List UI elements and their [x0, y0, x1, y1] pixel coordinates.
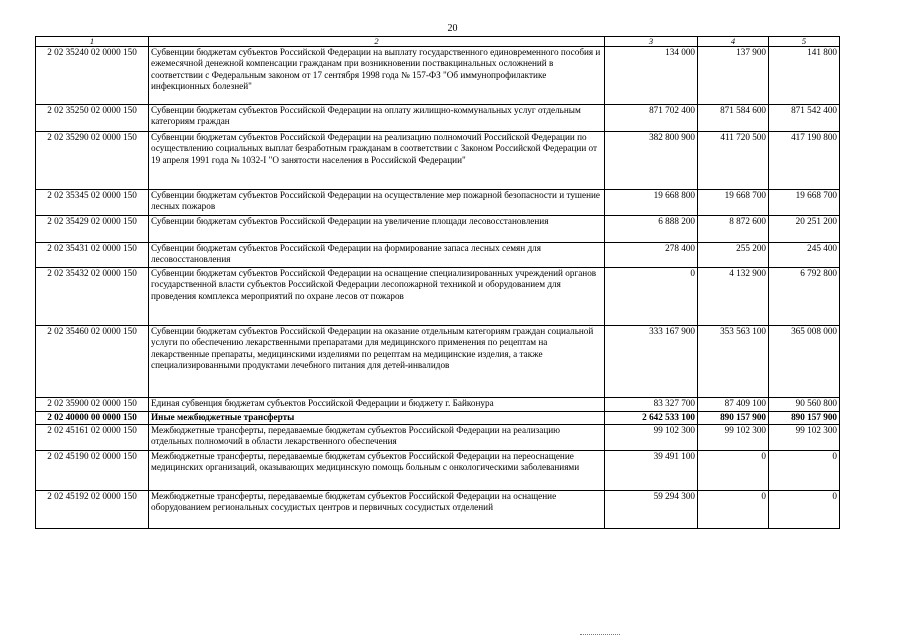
- row-value-col5-cell: 417 190 800: [769, 132, 840, 190]
- row-code-cell: 2 02 35250 02 0000 150: [36, 105, 149, 132]
- column-number-header: 3: [605, 37, 698, 47]
- row-value-col5-cell: 871 542 400: [769, 105, 840, 132]
- scan-artifact-mark: [580, 634, 620, 635]
- row-value-col5-cell: 6 792 800: [769, 268, 840, 326]
- table-row: [36, 132, 840, 190]
- row-value-col4-cell: 137 900: [698, 47, 769, 105]
- column-number-header: 2: [149, 37, 605, 47]
- row-value-col4-cell: 871 584 600: [698, 105, 769, 132]
- row-code-cell: 2 02 35290 02 0000 150: [36, 132, 149, 190]
- row-value-col3-cell: 382 800 900: [605, 132, 698, 190]
- row-value-col3-cell: 134 000: [605, 47, 698, 105]
- row-value-col5-cell: 20 251 200: [769, 216, 840, 243]
- table-row: [36, 216, 840, 243]
- page-number: 20: [447, 23, 458, 34]
- row-value-col4-cell: 411 720 500: [698, 132, 769, 190]
- row-value-col3-cell: 0: [605, 268, 698, 326]
- row-description-cell: Межбюджетные трансферты, передаваемые бюджетам субъектов Российской Федерации на оснащение оборудованием региональных сосудистых центров и первичных сосудистых отделений: [149, 491, 605, 529]
- row-value-col3-cell: 83 327 700: [605, 398, 698, 412]
- table-row: [36, 47, 840, 105]
- table-row: [36, 243, 840, 268]
- row-description-cell: Субвенции бюджетам субъектов Российской Федерации на выплату государственного единовременного пособия и ежемесячной денежной компенсации гражданам при возникновении поствакцинальных осложнений в соответствии с Федеральным законом от 17 сентября 1998 года № 157-ФЗ "Об иммунопрофилактике инфекционных болезней": [149, 47, 605, 105]
- row-value-col5-cell: 99 102 300: [769, 425, 840, 451]
- row-value-col3-cell: 278 400: [605, 243, 698, 268]
- row-code-cell: 2 02 35429 02 0000 150: [36, 216, 149, 243]
- row-code-cell: 2 02 45192 02 0000 150: [36, 491, 149, 529]
- row-value-col5-cell: 365 008 000: [769, 326, 840, 398]
- table-row: [36, 268, 840, 326]
- row-value-col4-cell: 99 102 300: [698, 425, 769, 451]
- table-row: [36, 451, 840, 491]
- row-description-cell: Субвенции бюджетам субъектов Российской Федерации на осуществление мер пожарной безопасности и тушение лесных пожаров: [149, 190, 605, 216]
- row-value-col3-cell: 59 294 300: [605, 491, 698, 529]
- table-row: [36, 326, 840, 398]
- row-code-cell: 2 02 35900 02 0000 150: [36, 398, 149, 412]
- row-value-col4-cell: 4 132 900: [698, 268, 769, 326]
- row-value-col4-cell: 353 563 100: [698, 326, 769, 398]
- row-code-cell: 2 02 35431 02 0000 150: [36, 243, 149, 268]
- row-code-cell: 2 02 35345 02 0000 150: [36, 190, 149, 216]
- row-description-cell: Субвенции бюджетам субъектов Российской Федерации на увеличение площади лесовосстановления: [149, 216, 605, 243]
- row-value-col4-cell: 0: [698, 451, 769, 491]
- row-value-col5-cell: 0: [769, 491, 840, 529]
- row-code-cell: 2 02 35240 02 0000 150: [36, 47, 149, 105]
- row-description-cell: Иные межбюджетные трансферты: [149, 412, 605, 425]
- row-value-col5-cell: 19 668 700: [769, 190, 840, 216]
- row-description-cell: Субвенции бюджетам субъектов Российской Федерации на оказание отдельным категориям граждан социальной услуги по обеспечению лекарственными препаратами для медицинского применения по рецептам на лекарственные препараты, медицинскими изделиями по рецептам на медицинские изделия, а также специализированными продуктами лечебного питания для детей-инвалидов: [149, 326, 605, 398]
- row-value-col5-cell: 141 800: [769, 47, 840, 105]
- table-row: [36, 398, 840, 412]
- row-value-col3-cell: 333 167 900: [605, 326, 698, 398]
- row-description-cell: Субвенции бюджетам субъектов Российской Федерации на оплату жилищно-коммунальных услуг отдельным категориям граждан: [149, 105, 605, 132]
- row-value-col4-cell: 0: [698, 491, 769, 529]
- row-value-col4-cell: 890 157 900: [698, 412, 769, 425]
- row-code-cell: 2 02 40000 00 0000 150: [36, 412, 149, 425]
- row-value-col4-cell: 19 668 700: [698, 190, 769, 216]
- row-description-cell: Единая субвенция бюджетам субъектов Российской Федерации и бюджету г. Байконура: [149, 398, 605, 412]
- row-value-col3-cell: 871 702 400: [605, 105, 698, 132]
- table-row: [36, 190, 840, 216]
- row-code-cell: 2 02 45161 02 0000 150: [36, 425, 149, 451]
- row-value-col4-cell: 255 200: [698, 243, 769, 268]
- table-row: [36, 105, 840, 132]
- row-value-col3-cell: 2 642 533 100: [605, 412, 698, 425]
- row-value-col5-cell: 245 400: [769, 243, 840, 268]
- row-description-cell: Межбюджетные трансферты, передаваемые бюджетам субъектов Российской Федерации на переоснащение медицинских организаций, оказывающих медицинскую помощь больным с онкологическими заболеваниями: [149, 451, 605, 491]
- row-code-cell: 2 02 35460 02 0000 150: [36, 326, 149, 398]
- budget-table: [35, 36, 840, 529]
- row-value-col4-cell: 8 872 600: [698, 216, 769, 243]
- row-value-col5-cell: 0: [769, 451, 840, 491]
- row-value-col5-cell: 890 157 900: [769, 412, 840, 425]
- row-value-col3-cell: 6 888 200: [605, 216, 698, 243]
- row-value-col4-cell: 87 409 100: [698, 398, 769, 412]
- column-number-header: 5: [769, 37, 840, 47]
- column-number-header: 4: [698, 37, 769, 47]
- row-code-cell: 2 02 45190 02 0000 150: [36, 451, 149, 491]
- column-number-row: [36, 37, 840, 47]
- row-value-col3-cell: 99 102 300: [605, 425, 698, 451]
- row-description-cell: Субвенции бюджетам субъектов Российской Федерации на реализацию полномочий Российской Федерации по осуществлению социальных выплат безработным гражданам в соответствии с Законом Российской Федерации от 19 апреля 1991 года № 1032-I "О занятости населения в Российской Федерации": [149, 132, 605, 190]
- row-description-cell: Субвенции бюджетам субъектов Российской Федерации на оснащение специализированных учреждений органов государственной власти субъектов Российской Федерации лесопожарной техникой и оборудованием для проведения комплекса мероприятий по охране лесов от пожаров: [149, 268, 605, 326]
- row-code-cell: 2 02 35432 02 0000 150: [36, 268, 149, 326]
- table-row: [36, 412, 840, 425]
- row-value-col3-cell: 39 491 100: [605, 451, 698, 491]
- row-value-col5-cell: 90 560 800: [769, 398, 840, 412]
- row-description-cell: Субвенции бюджетам субъектов Российской Федерации на формирование запаса лесных семян для лесовосстановления: [149, 243, 605, 268]
- table-row: [36, 491, 840, 529]
- column-number-header: 1: [36, 37, 149, 47]
- row-description-cell: Межбюджетные трансферты, передаваемые бюджетам субъектов Российской Федерации на реализацию отдельных полномочий в области лекарственного обеспечения: [149, 425, 605, 451]
- table-row: [36, 425, 840, 451]
- row-value-col3-cell: 19 668 800: [605, 190, 698, 216]
